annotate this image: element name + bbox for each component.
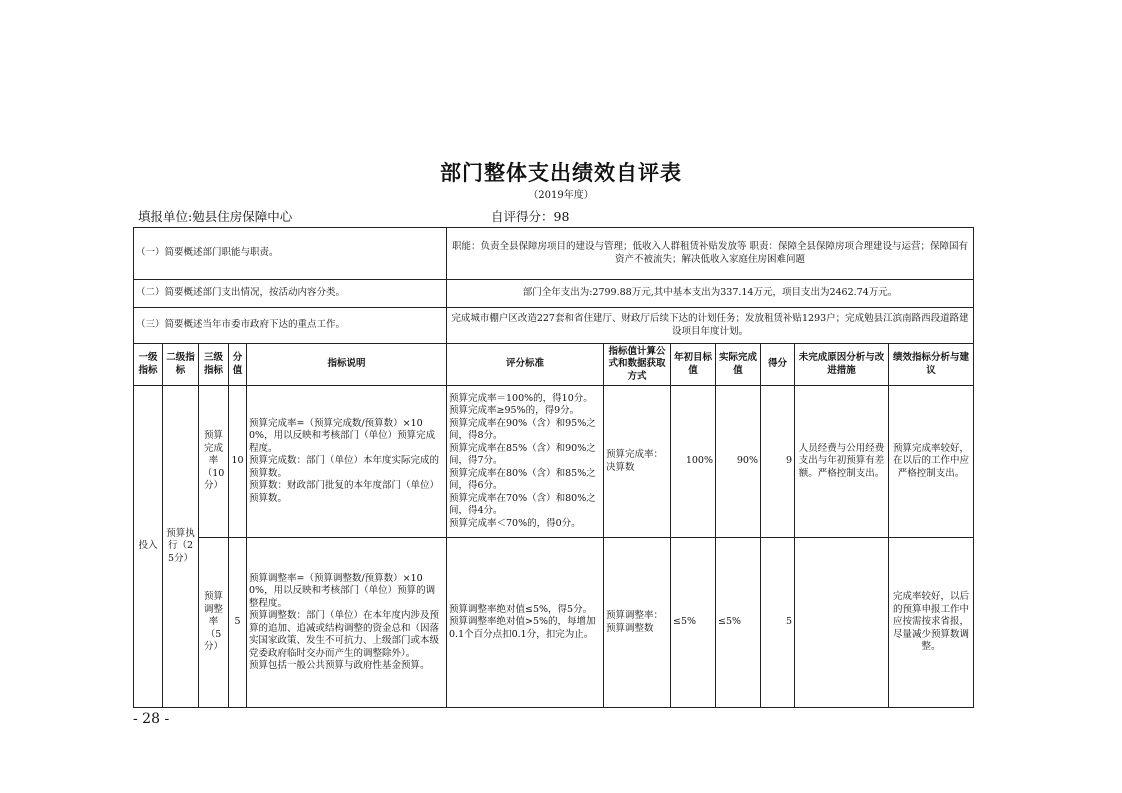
suggestion-cell: 完成率较好，以后的预算申报工作中应按需按求省报，尽量减少预算数调整。: [889, 538, 974, 708]
table-header-row: [134, 344, 974, 386]
header-formula: 指标值计算公式和数据获取方式: [604, 344, 671, 386]
criteria-cell: 预算调整率绝对值≤5%，得5分。 预算调整率绝对值>5%的，每增加0.1个百分点扣0.1分，扣完为止。: [447, 538, 604, 708]
summary-text: 职能：负责全县保障房项目的建设与管理；低收入人群租赁补贴发放等 职责：保障全县保障房项合理建设与运营；保障国有资产不被流失；解决低收入家庭住房困难问题: [447, 228, 974, 280]
points-cell: 10: [229, 386, 247, 538]
table-row: [134, 386, 974, 538]
reason-cell: 人员经费与公用经费支出与年初预算有差额。严格控制支出。: [795, 386, 889, 538]
description-cell: 预算完成率=（预算完成数/预算数）×100%，用以反映和考核部门（单位）预算完成程度。 预算完成数：部门（单位）本年度实际完成的预算数。 预算数：财政部门批复的本年度部门（单位）预算数。: [247, 386, 447, 538]
summary-text: 部门全年支出为:2799.88万元,其中基本支出为337.14万元，项目支出为2462.74万元。: [447, 280, 974, 308]
header-criteria: 评分标准: [447, 344, 604, 386]
summary-label: （三）简要概述当年市委市政府下达的重点工作。: [134, 308, 447, 344]
got-cell: 9: [761, 386, 795, 538]
actual-cell: 90%: [716, 386, 761, 538]
header-level2: 二级指标: [163, 344, 199, 386]
header-target: 年初目标值: [671, 344, 716, 386]
summary-row-key-work: [134, 308, 974, 344]
header-level1: 一级指标: [134, 344, 163, 386]
header-suggestion: 绩效指标分析与建议: [889, 344, 974, 386]
page-number: - 28 -: [133, 711, 170, 727]
header-level3: 三级指标: [199, 344, 229, 386]
target-cell: 100%: [671, 386, 716, 538]
header-description: 指标说明: [247, 344, 447, 386]
summary-row-functions: [134, 228, 974, 280]
points-cell: 5: [229, 538, 247, 708]
summary-label: （一）简要概述部门职能与职责。: [134, 228, 447, 280]
level2-cell: 预算执行（25分）: [163, 386, 199, 708]
suggestion-cell: 预算完成率较好，在以后的工作中应严格控制支出。: [889, 386, 974, 538]
formula-cell: 预算完成率：决算数: [604, 386, 671, 538]
level1-cell: 投入: [134, 386, 163, 708]
self-score: 自评得分：98: [491, 209, 570, 224]
header-reason: 未完成原因分析与改进措施: [795, 344, 889, 386]
level3-cell: 预算完成率（10分）: [199, 386, 229, 538]
got-cell: 5: [761, 538, 795, 708]
summary-text: 完成城市棚户区改造227套和省住建厅、财政厅后续下达的计划任务；发放租赁补贴1293户；完成勉县江滨南路西段道路建设项目年度计划。: [447, 308, 974, 344]
summary-label: （二）简要概述部门支出情况，按活动内容分类。: [134, 280, 447, 308]
summary-row-expenditure: [134, 280, 974, 308]
criteria-cell: 预算完成率＝100%的，得10分。 预算完成率≥95%的，得9分。 预算完成率在90%（含）和95%之间，得8分。 预算完成率在85%（含）和90%之间，得7分。 预算完成率在80%（含）和85%之间，得6分。 预算完成率在70%（含）和80%之间，得4分。 预算完成率＜70%的，得0分。: [447, 386, 604, 538]
description-cell: 预算调整率=（预算调整数/预算数）×100%，用以反映和考核部门（单位）预算的调整程度。 预算调整数：部门（单位）在本年度内涉及预算的追加、追减或结构调整的资金总和（因落实国家政策、发生不可抗力、上级部门或本级党委政府临时交办而产生的调整除外）。 预算包括一般公共预算与政府性基金预算。: [247, 538, 447, 708]
report-year: （2019年度）: [528, 190, 594, 201]
reporting-unit: 填报单位:勉县住房保障中心: [138, 209, 293, 224]
header-got: 得分: [761, 344, 795, 386]
evaluation-table: [133, 227, 974, 708]
header-points: 分值: [229, 344, 247, 386]
header-actual: 实际完成值: [716, 344, 761, 386]
page-title: 部门整体支出绩效自评表: [440, 161, 682, 185]
table-row: [134, 538, 974, 708]
formula-cell: 预算调整率：预算调整数: [604, 538, 671, 708]
level3-cell: 预算调整率（5分）: [199, 538, 229, 708]
actual-cell: ≤5%: [716, 538, 761, 708]
reason-cell: [795, 538, 889, 708]
target-cell: ≤5%: [671, 538, 716, 708]
